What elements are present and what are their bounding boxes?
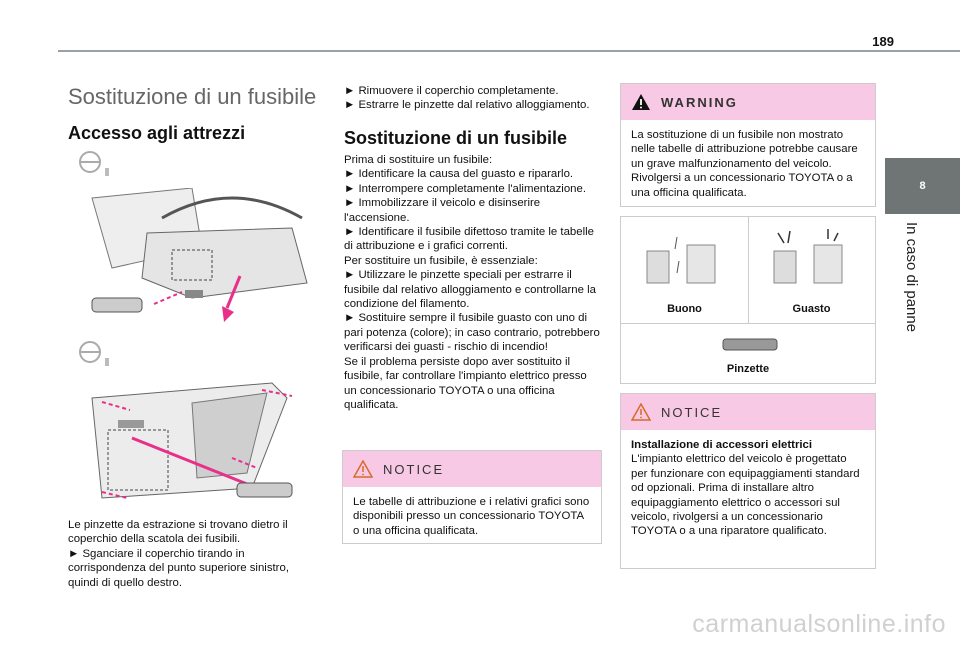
good-label: Buono bbox=[667, 303, 702, 315]
good-fuse-icon bbox=[641, 231, 731, 297]
chapter-title: In caso di panne bbox=[903, 222, 920, 333]
notice-label: NOTICE bbox=[383, 461, 445, 477]
notice-label: NOTICE bbox=[661, 404, 723, 420]
paragraph: ► Sganciare il coperchio tirando in corrispondenza del punto superiore sinistro, quindi di quello destro. bbox=[68, 547, 289, 589]
warning-header bbox=[621, 84, 875, 120]
blown-fuse-icon bbox=[768, 227, 858, 297]
notice-title: Installazione di accessori elettrici bbox=[631, 439, 813, 451]
notice-box-1 bbox=[342, 450, 602, 544]
watermark: carmanualsonline.info bbox=[692, 610, 946, 638]
notice-header bbox=[343, 451, 601, 487]
section-heading-replace: Sostituzione di un fusibile bbox=[344, 128, 567, 148]
instruction-line: ► Rimuovere il coperchio completamente. bbox=[344, 85, 559, 97]
bad-label: Guasto bbox=[792, 303, 831, 315]
caution-icon bbox=[353, 460, 373, 478]
body-line: ► Utilizzare le pinzette speciali per estrarre il fusibile dal relativo alloggiamento e controllarne la condizione del filamento. bbox=[344, 269, 597, 311]
body-line: ► Identificare la causa del guasto e ripararlo. bbox=[344, 168, 574, 181]
body-line: ► Interrompere completamente l'alimentazione. bbox=[344, 182, 587, 195]
chapter-number: 8 bbox=[919, 180, 926, 192]
fuse-bad-cell bbox=[748, 217, 875, 324]
header-rule bbox=[58, 50, 960, 52]
warning-icon bbox=[631, 93, 651, 111]
tweezers-icon bbox=[721, 335, 781, 355]
chapter-title-vertical bbox=[885, 222, 960, 342]
body-line: ► Identificare il fusibile difettoso tramite le tabelle di attribuzione e i grafici correnti. bbox=[344, 226, 594, 253]
page-number: 189 bbox=[872, 34, 894, 49]
fuse-good-cell bbox=[621, 217, 749, 324]
dashboard-illustration bbox=[72, 188, 312, 326]
tweezers-label: Pinzette bbox=[726, 363, 770, 375]
warning-text: La sostituzione di un fusibile non mostrato nelle tabelle di attribuzione potrebbe causare un grave malfunzionamento del veicolo. Rivolgersi a un concessionario TOYOTA o a una officina qualificata. bbox=[631, 129, 858, 199]
steering-wheel-icon-2 bbox=[72, 338, 112, 370]
col2-top-text bbox=[344, 84, 606, 113]
fuse-cover-illustration bbox=[72, 378, 312, 510]
fuse-table bbox=[620, 216, 876, 384]
notice-content bbox=[621, 430, 875, 547]
body-line: ► Sostituire sempre il fusibile guasto con uno di pari potenza (colore); in caso contrario, potrebbero verificarsi dei guasti - rischio di incendio! bbox=[344, 312, 600, 354]
steering-wheel-icon bbox=[72, 148, 112, 180]
section-heading-access: Accesso agli attrezzi bbox=[68, 123, 246, 143]
body-line: Prima di sostituire un fusibile: bbox=[344, 154, 493, 166]
notice-text: L'impianto elettrico del veicolo è progettato per funzionare con equipaggiamenti standard od opzionali. Prima di installare altro equipaggiamento elettrico o accessori sul veicolo, rivolgersi a un concessionario TOYOTA o a una riparatore qualificato. bbox=[631, 453, 860, 538]
body-line: ► Immobilizzare il veicolo e disinserire l'accensione. bbox=[344, 197, 541, 224]
notice-box-2 bbox=[620, 393, 876, 569]
col1-text bbox=[68, 518, 308, 590]
body-line: Per sostituire un fusibile, è essenziale: bbox=[344, 254, 538, 267]
caution-icon bbox=[631, 403, 651, 421]
chapter-tab[interactable] bbox=[885, 158, 960, 214]
paragraph: Le pinzette da estrazione si trovano dietro il coperchio della scatola dei fusibili. bbox=[68, 519, 288, 546]
notice-text: Le tabelle di attribuzione e i relativi grafici sono disponibili presso un concessionario TOYOTA o una officina qualificata. bbox=[353, 496, 590, 537]
col2-body bbox=[344, 153, 600, 412]
body-line: Se il problema persiste dopo aver sostituito il fusibile, far controllare l'impianto elettrico presso un concessionario TOYOTA o una officina qualificata. bbox=[344, 355, 587, 411]
notice-header bbox=[621, 394, 875, 430]
instruction-line: ► Estrarre le pinzette dal relativo alloggiamento. bbox=[344, 99, 590, 112]
warning-label: WARNING bbox=[661, 94, 738, 110]
warning-box bbox=[620, 83, 876, 207]
page-title: Sostituzione di un fusibile bbox=[68, 84, 317, 109]
